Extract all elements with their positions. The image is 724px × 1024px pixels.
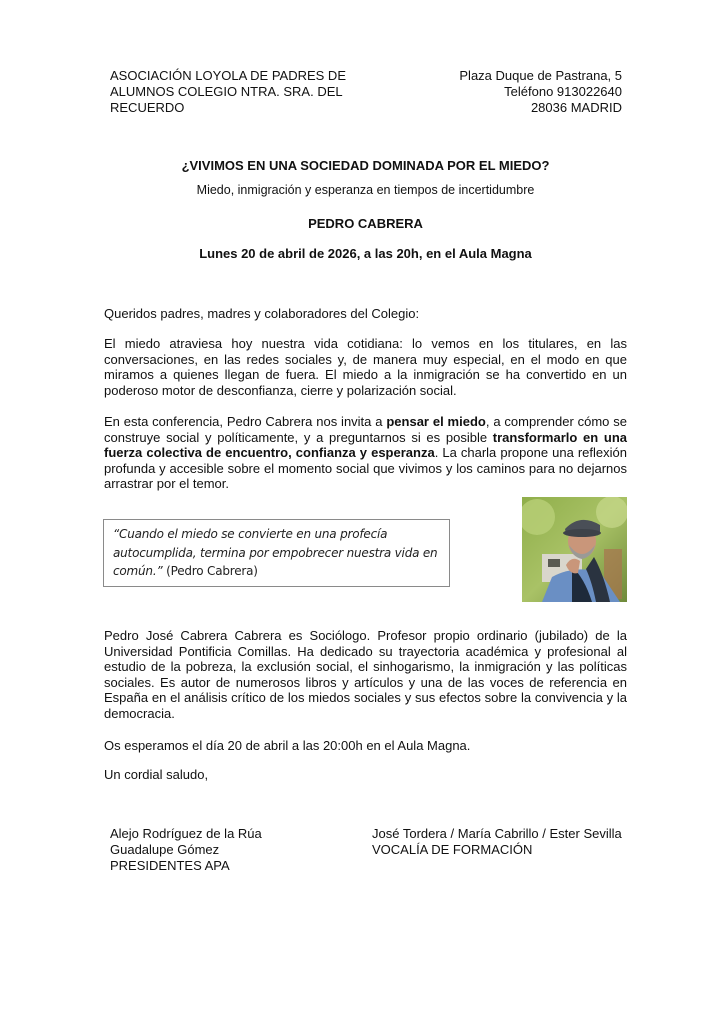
emphasis-text: pensar el miedo bbox=[386, 414, 486, 429]
signature-role: VOCALÍA DE FORMACIÓN bbox=[372, 842, 533, 857]
organization-line: RECUERDO bbox=[110, 100, 185, 115]
address-city: 28036 MADRID bbox=[530, 100, 622, 115]
quote-text: “Cuando el miedo se convierte en una profecía autocumplida, termina por empobrecer nuestra vida en común.” bbox=[113, 527, 438, 578]
organization-block bbox=[110, 68, 390, 116]
signature-vocalia bbox=[372, 826, 622, 858]
event-title: ¿VIVIMOS EN UNA SOCIEDAD DOMINADA POR EL MIEDO? bbox=[181, 158, 550, 173]
signature-name: Alejo Rodríguez de la Rúa bbox=[110, 826, 262, 841]
address-phone: Teléfono 913022640 bbox=[504, 84, 622, 99]
event-speaker: PEDRO CABRERA bbox=[308, 216, 423, 231]
emphasis-text: transformarlo en una fuerza colectiva de encuentro, confianza y esperanza bbox=[104, 429, 627, 461]
address-street: Plaza Duque de Pastrana, 5 bbox=[459, 68, 622, 83]
invitation-line: Os esperamos el día 20 de abril a las 20:00h en el Aula Magna. bbox=[104, 738, 471, 753]
event-subtitle: Miedo, inmigración y esperanza en tiempos de incertidumbre bbox=[196, 183, 535, 197]
paragraph-text: . La charla propone una reflexión profunda y accesible sobre el momento social que vivimos y los caminos para no dejarnos arrastrar por el temor. bbox=[104, 445, 627, 492]
quote-box bbox=[103, 519, 450, 587]
paragraph-text: , a comprender cómo se construye social y políticamente, y a preguntarnos si es posible bbox=[104, 414, 628, 445]
signature-presidents bbox=[110, 826, 262, 874]
speaker-photo bbox=[522, 497, 627, 602]
organization-line: ALUMNOS COLEGIO NTRA. SRA. DEL bbox=[110, 84, 343, 99]
paragraph-text: En esta conferencia, Pedro Cabrera nos invita a bbox=[104, 414, 387, 429]
signature-role: PRESIDENTES APA bbox=[110, 858, 230, 873]
speaker-bio: Pedro José Cabrera Cabrera es Sociólogo. Profesor propio ordinario (jubilado) de la Universidad Pontificia Comillas. Ha dedicado su trayectoria académica y profesional al estudio de la pobreza, la exclusión social, el sinhogarismo, la inmigración y las políticas sociales. Es autor de numerosos libros y artículos y una de las voces de referencia en España en el análisis crítico de los miedos sociales y sus efectos sobre la convivencia y la democracia. bbox=[104, 628, 627, 721]
paragraph-intro: El miedo atraviesa hoy nuestra vida cotidiana: lo vemos en los titulares, en las conversaciones, en las redes sociales y, de manera muy especial, en el modo en que miramos a quienes llegan de fuera. El miedo a la inmigración se ha convertido en un poderoso motor de desconfianza, cierre y polarización social. bbox=[104, 336, 627, 398]
address-block bbox=[400, 68, 622, 116]
paragraph-conference bbox=[104, 414, 627, 492]
signature-name: José Tordera / María Cabrillo / Ester Sevilla bbox=[372, 826, 622, 841]
organization-line: ASOCIACIÓN LOYOLA DE PADRES DE bbox=[110, 68, 346, 83]
signature-name: Guadalupe Gómez bbox=[110, 842, 220, 857]
event-date: Lunes 20 de abril de 2026, a las 20h, en el Aula Magna bbox=[199, 246, 532, 261]
quote bbox=[113, 525, 443, 581]
speaker-portrait-image bbox=[522, 497, 627, 602]
closing: Un cordial saludo, bbox=[104, 767, 209, 782]
greeting: Queridos padres, madres y colaboradores del Colegio: bbox=[104, 306, 420, 321]
quote-attribution: (Pedro Cabrera) bbox=[162, 564, 258, 578]
